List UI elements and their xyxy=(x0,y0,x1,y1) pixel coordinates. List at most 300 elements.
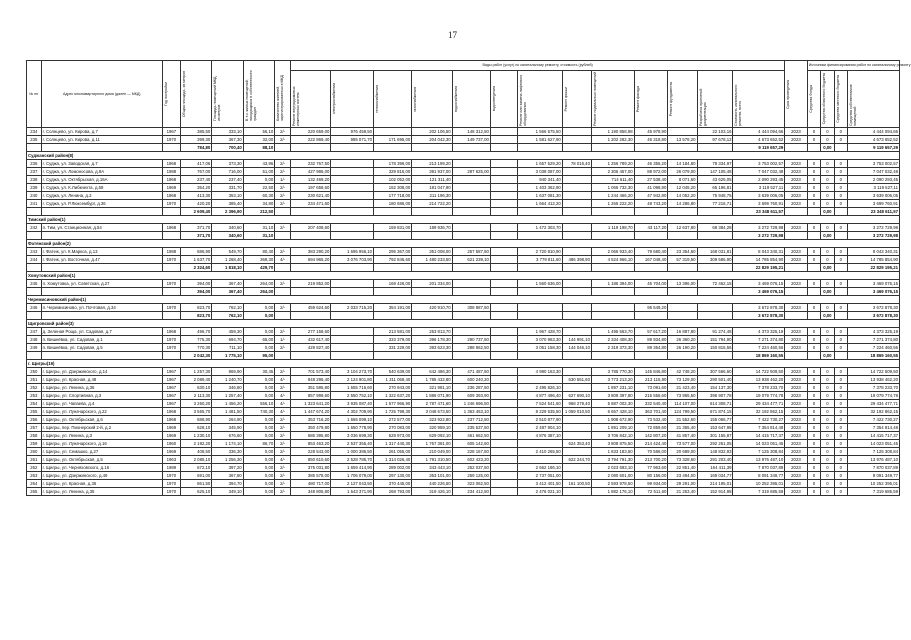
table-cell xyxy=(697,232,733,240)
table-cell xyxy=(490,432,517,440)
table-cell: 861,50 xyxy=(180,480,211,488)
table-cell xyxy=(412,288,452,296)
table-cell: 1967 xyxy=(162,400,180,408)
table-cell: 14 023 051,45 xyxy=(848,440,900,448)
table-cell: 1 967 428,70 xyxy=(517,328,562,336)
table-cell: 0 xyxy=(834,168,847,176)
table-cell xyxy=(162,264,180,272)
table-cell: 2/- xyxy=(275,424,291,432)
table-cell: 171 695,00 xyxy=(374,136,412,144)
table-cell xyxy=(490,256,517,264)
table-cell xyxy=(490,136,517,144)
table-cell: 385 578,00 xyxy=(290,472,330,480)
table-cell: 18 869 160,55 xyxy=(848,352,900,360)
table-cell: 3 794 791,30 xyxy=(591,456,634,464)
table-cell: 440 226,50 xyxy=(412,480,452,488)
table-cell: 2/- xyxy=(275,248,291,256)
table-cell: 2/- xyxy=(275,184,291,192)
header-group-financing: Источники финансирования работ по капитальному ремонту xyxy=(807,61,899,71)
table-cell: 237,40 xyxy=(212,176,243,184)
table-cell: 1970 xyxy=(162,480,180,488)
table-cell: 1 566 575,50 xyxy=(517,128,562,136)
table-cell: 14 415 717,37 xyxy=(733,432,785,440)
table-cell: 331 229,00 xyxy=(374,344,412,352)
table-cell xyxy=(490,392,517,400)
table-cell: 1 256,30 xyxy=(212,456,243,464)
table-cell: 168 031,81 xyxy=(697,248,733,256)
header-address: Адрес многоквартирного дома (далее — МКД) xyxy=(41,61,162,128)
table-cell: 1 882 176,10 xyxy=(591,488,634,496)
table-cell: 252 xyxy=(27,384,42,392)
address-cell: г. Суджа, ул. Р.Люксембург, д.36 xyxy=(41,200,162,208)
address-cell xyxy=(41,208,162,216)
table-cell: 354,20 xyxy=(180,184,211,192)
table-cell xyxy=(290,312,330,320)
table-cell xyxy=(697,288,733,296)
table-row xyxy=(27,344,900,352)
table-row xyxy=(27,440,900,448)
table-cell: 4/- xyxy=(275,408,291,416)
table-cell: 2 033 715,20 xyxy=(331,304,374,312)
table-cell: 169 034,77 xyxy=(697,472,733,480)
table-cell: 429 827,40 xyxy=(290,344,330,352)
table-cell: 22 103,16 xyxy=(697,128,733,136)
table-cell: 0 xyxy=(834,392,847,400)
table-cell: 260 xyxy=(27,448,42,456)
table-cell: 1 637,70 xyxy=(180,256,211,264)
table-cell xyxy=(374,352,412,360)
table-cell: 0 xyxy=(834,400,847,408)
table-cell: 65 196,81 xyxy=(697,184,733,192)
table-cell: 164 411,39 xyxy=(697,464,733,472)
table-cell: 12 637,80 xyxy=(668,224,697,232)
table-row xyxy=(27,160,900,168)
table-cell: 0 xyxy=(834,440,847,448)
table-cell: 97 678,12 xyxy=(697,136,733,144)
table-cell: 0 xyxy=(834,176,847,184)
table-cell: 1970 xyxy=(162,472,180,480)
table-cell: 0 xyxy=(821,280,834,288)
table-cell: 8 043 340,31 xyxy=(848,248,900,256)
table-cell: 57 319,50 xyxy=(668,256,697,264)
table-cell: 686 395,80 xyxy=(290,432,330,440)
table-cell: 2/- xyxy=(275,416,291,424)
table-cell: 609 393,90 xyxy=(452,392,490,400)
table-cell: 4 373 325,19 xyxy=(733,328,785,336)
table-cell: 823,70 xyxy=(180,304,211,312)
address-cell: г. Фатеж, ул. Восточная, д.47 xyxy=(41,256,162,264)
table-cell: 2 720 810,90 xyxy=(517,248,562,256)
table-cell: 132 469,20 xyxy=(290,176,330,184)
table-cell: 2 609,40 xyxy=(180,208,211,216)
table-cell: 2 085,10 xyxy=(180,456,211,464)
table-cell: 207 408,60 xyxy=(290,224,330,232)
table-cell: 7 224 460,56 xyxy=(733,344,785,352)
table-cell: 1970 xyxy=(162,488,180,496)
table-cell: 1 202 292,30 xyxy=(591,136,634,144)
table-cell: 486 398,90 xyxy=(562,256,591,264)
table-cell: 3 639 006,05 xyxy=(733,192,785,200)
table-cell: 23 494,00 xyxy=(668,472,697,480)
address-cell: г. Щигры, ул. Красная, д.36 xyxy=(41,480,162,488)
table-cell: 307 566,60 xyxy=(697,368,733,376)
table-cell: 0 xyxy=(807,440,820,448)
table-cell: 0,00 xyxy=(243,472,274,480)
address-cell: п. Тим, ул. Станционная, д.54 xyxy=(41,224,162,232)
table-cell: 0,00 xyxy=(243,376,274,384)
address-cell: г. Щигры, ул. Дзержинского, д.49 xyxy=(41,472,162,480)
table-cell: 47 942,80 xyxy=(634,192,668,200)
table-cell: 0 xyxy=(834,368,847,376)
address-cell: г. Щигры, ул. Ленина, д.36 xyxy=(41,384,162,392)
table-cell: 32,00 xyxy=(243,136,274,144)
table-cell xyxy=(331,328,374,336)
table-cell xyxy=(517,304,562,312)
header-w12: Разработка проектной документации xyxy=(698,88,707,126)
table-cell: 394,00 xyxy=(180,288,211,296)
table-cell: 7 870 037,89 xyxy=(733,464,785,472)
table-cell xyxy=(562,312,591,320)
table-cell: 215 556,60 xyxy=(634,392,668,400)
table-cell: 1 481,50 xyxy=(212,408,243,416)
table-cell: 1970 xyxy=(162,136,180,144)
table-cell: 528 973,00 xyxy=(374,432,412,440)
table-cell: 3 036 699,30 xyxy=(331,432,374,440)
table-cell xyxy=(562,432,591,440)
table-cell: 1/- xyxy=(275,336,291,344)
table-cell: 10 252 395,01 xyxy=(848,480,900,488)
table-cell: 3 672 878,30 xyxy=(848,312,900,320)
table-cell: 0 xyxy=(807,192,820,200)
table-cell: 4 980 163,30 xyxy=(517,368,562,376)
table-cell: 1 000 386,50 xyxy=(331,448,374,456)
table-cell: 1 577 966,90 xyxy=(374,400,412,408)
table-cell: 1 265 222,20 xyxy=(591,200,634,208)
table-cell: 22 829 195,21 xyxy=(733,264,785,272)
table-cell: 1 066 732,30 xyxy=(591,184,634,192)
table-cell: 4 302 709,90 xyxy=(331,408,374,416)
table-cell: 241 xyxy=(27,200,42,208)
table-cell xyxy=(452,160,490,168)
table-cell: 210 049,00 xyxy=(412,448,452,456)
table-cell: 627 690,10 xyxy=(562,392,591,400)
table-cell: 345,90 xyxy=(212,424,243,432)
table-cell xyxy=(834,208,847,216)
table-cell xyxy=(275,264,291,272)
table-cell: 823,70 xyxy=(180,312,211,320)
table-cell xyxy=(668,352,697,360)
table-cell: 850 610,60 xyxy=(290,456,330,464)
table-cell: 2 127 043,50 xyxy=(331,480,374,488)
table-cell: 3 104 273,70 xyxy=(331,368,374,376)
table-cell: 48 743,20 xyxy=(634,200,668,208)
table-cell: 248 xyxy=(27,336,42,344)
table-cell xyxy=(591,288,634,296)
table-row xyxy=(27,304,900,312)
table-cell: 4 673 652,52 xyxy=(733,136,785,144)
table-cell: 1970 xyxy=(162,336,180,344)
table-cell: 145 846,80 xyxy=(634,368,668,376)
table-cell: 2023 xyxy=(785,472,807,480)
table-cell: 2 124 901,80 xyxy=(331,376,374,384)
table-cell: 0 xyxy=(821,304,834,312)
table-cell: 0 xyxy=(834,448,847,456)
table-cell: 14 023 051,45 xyxy=(733,440,785,448)
table-cell: 0 xyxy=(834,344,847,352)
table-cell: 167 048,40 xyxy=(634,256,668,264)
table-cell: 2 487 904,10 xyxy=(517,424,562,432)
table-row xyxy=(27,448,900,456)
table-cell xyxy=(27,264,42,272)
table-cell xyxy=(834,264,847,272)
table-cell: 45 978,90 xyxy=(634,128,668,136)
table-cell: 222 869,40 xyxy=(290,136,330,144)
table-cell xyxy=(807,232,820,240)
table-cell: 1 695 956,10 xyxy=(331,248,374,256)
table-cell: 0,00 xyxy=(243,416,274,424)
address-cell: г. Щигры, ул. Луначарского, д.22 xyxy=(41,408,162,416)
address-cell: г. Щигры, ул. Красная, д.48 xyxy=(41,376,162,384)
header-w11: Ремонт фундамента xyxy=(669,81,674,117)
table-cell: 420,20 xyxy=(180,200,211,208)
table-cell: 3 699 760,91 xyxy=(733,200,785,208)
table-cell: 408,50 xyxy=(180,448,211,456)
table-cell xyxy=(591,232,634,240)
table-cell: 1960 xyxy=(162,440,180,448)
table-cell: 602 423,20 xyxy=(452,456,490,464)
table-cell: 1 785 432,80 xyxy=(412,376,452,384)
table-cell xyxy=(697,208,733,216)
address-cell: г. Щигры, ул. Ленина, д.3 xyxy=(41,432,162,440)
table-cell: 3 076 703,90 xyxy=(331,256,374,264)
table-cell: 2 593 978,50 xyxy=(591,480,634,488)
table-cell: 1 706 079,00 xyxy=(331,472,374,480)
table-cell: 0 xyxy=(834,416,847,424)
table-cell: 22 851,40 xyxy=(668,464,697,472)
table-cell: 770,30 xyxy=(180,344,211,352)
table-cell: 1 246 696,50 xyxy=(452,400,490,408)
table-cell xyxy=(562,368,591,376)
table-cell: 75 948,75 xyxy=(697,192,733,200)
table-row xyxy=(27,472,900,480)
table-cell: 79 680,40 xyxy=(634,248,668,256)
table-cell: 353 101,00 xyxy=(412,472,452,480)
header-no: № пп xyxy=(27,61,42,128)
table-row xyxy=(27,424,900,432)
table-cell: 159 831,00 xyxy=(374,224,412,232)
table-cell: 295 367,00 xyxy=(374,248,412,256)
table-cell xyxy=(490,480,517,488)
table-cell: 0,00 xyxy=(821,232,834,240)
table-cell: 0 xyxy=(807,176,820,184)
table-cell: 3 469 076,15 xyxy=(848,280,900,288)
table-cell xyxy=(834,352,847,360)
table-cell xyxy=(490,488,517,496)
table-cell xyxy=(562,144,591,152)
table-cell: 237 xyxy=(27,168,42,176)
table-cell: 2/- xyxy=(275,224,291,232)
table-cell: 20 689,00 xyxy=(668,448,697,456)
table-cell xyxy=(331,200,374,208)
table-cell xyxy=(452,184,490,192)
header-group-works: Виды работ (услуг) по капитальному ремонту, стоимость (рублей) xyxy=(290,61,784,71)
table-cell xyxy=(562,184,591,192)
table-cell: 301 155,87 xyxy=(697,432,733,440)
table-cell: 0 xyxy=(834,472,847,480)
section-row xyxy=(27,296,900,304)
table-cell: 249 xyxy=(27,344,42,352)
table-cell: 0 xyxy=(821,432,834,440)
table-cell: 29 291,00 xyxy=(668,480,697,488)
table-cell: 940 341,40 xyxy=(517,176,562,184)
table-cell: 605 142,60 xyxy=(452,440,490,448)
table-cell xyxy=(490,400,517,408)
address-cell xyxy=(41,264,162,272)
table-cell xyxy=(162,208,180,216)
table-cell: 7 125 308,84 xyxy=(733,448,785,456)
table-cell: 0 xyxy=(807,448,820,456)
table-cell xyxy=(807,264,820,272)
table-row xyxy=(27,176,900,184)
table-cell: 1968 xyxy=(162,224,180,232)
table-cell: 270 943,00 xyxy=(374,384,412,392)
table-cell: 3 785 770,30 xyxy=(591,368,634,376)
table-cell: 155 066,77 xyxy=(697,416,733,424)
table-cell xyxy=(562,264,591,272)
table-cell: 0 xyxy=(821,136,834,144)
table-cell: 367,30 xyxy=(212,136,243,144)
table-cell xyxy=(412,208,452,216)
table-cell: 0 xyxy=(834,328,847,336)
table-cell: 268 793,00 xyxy=(374,488,412,496)
table-cell: 2 737 051,00 xyxy=(517,472,562,480)
table-cell: 3 779 811,60 xyxy=(517,256,562,264)
table-cell xyxy=(785,232,807,240)
table-cell: 213 115,80 xyxy=(634,376,668,384)
table-cell xyxy=(562,416,591,424)
table-cell: 624 353,40 xyxy=(562,440,591,448)
table-cell: 1 322 637,20 xyxy=(374,392,412,400)
table-cell: 13 976 487,10 xyxy=(848,456,900,464)
table-cell: 459,30 xyxy=(212,328,243,336)
address-cell: г. Щигры, пер. Пионерский 2-й, д.2 xyxy=(41,424,162,432)
table-cell xyxy=(452,264,490,272)
table-row xyxy=(27,256,900,264)
table-cell: 2023 xyxy=(785,384,807,392)
table-cell: 0 xyxy=(807,472,820,480)
table-cell: 26 360,20 xyxy=(668,336,697,344)
table-cell: 2 324,60 xyxy=(180,264,211,272)
table-cell xyxy=(452,224,490,232)
table-cell: 180 686,00 xyxy=(374,200,412,208)
table-cell: 0 xyxy=(807,168,820,176)
table-cell: 540 639,00 xyxy=(374,368,412,376)
table-cell: 2 192,20 xyxy=(180,440,211,448)
table-cell: 0 xyxy=(807,384,820,392)
table-cell: 236 xyxy=(27,160,42,168)
table-cell: 234 471,60 xyxy=(290,200,330,208)
table-cell: 220 659,00 xyxy=(290,128,330,136)
table-cell: 292 261,05 xyxy=(697,440,733,448)
table-cell: 0 xyxy=(807,408,820,416)
table-cell: 0,00 xyxy=(821,208,834,216)
table-cell: 1 447 674,20 xyxy=(290,408,330,416)
table-cell xyxy=(562,232,591,240)
table-cell xyxy=(331,160,374,168)
table-cell xyxy=(668,144,697,152)
table-cell xyxy=(290,144,330,152)
table-cell: 42 748,20 xyxy=(668,368,697,376)
table-cell: 2023 xyxy=(785,432,807,440)
table-cell xyxy=(162,288,180,296)
table-cell: 0 xyxy=(807,400,820,408)
table-cell xyxy=(807,352,820,360)
table-cell: 0,00 xyxy=(821,288,834,296)
table-cell: 353,10 xyxy=(212,192,243,200)
table-cell: 251 xyxy=(27,376,42,384)
table-cell: 0 xyxy=(821,328,834,336)
header-w10: Ремонт фасада xyxy=(635,85,640,113)
table-cell: 2 528 785,70 xyxy=(331,456,374,464)
table-cell: 161 100,50 xyxy=(562,480,591,488)
table-row xyxy=(27,392,900,400)
subtotal-row xyxy=(27,312,900,320)
table-cell: 73 129,00 xyxy=(668,376,697,384)
table-cell: 0 xyxy=(834,336,847,344)
table-cell: 291 203,40 xyxy=(697,456,733,464)
table-cell: 78 016,40 xyxy=(562,160,591,168)
table-cell: 471 487,50 xyxy=(452,368,490,376)
address-cell: г. Щигры, ул. Семашко, д.27 xyxy=(41,448,162,456)
table-cell: 0 xyxy=(834,192,847,200)
table-cell: 95,00 xyxy=(243,352,274,360)
table-cell xyxy=(490,288,517,296)
table-cell: 142 807,20 xyxy=(634,432,668,440)
table-cell: 2 090 293,45 xyxy=(848,176,900,184)
table-cell: 762,10 xyxy=(212,312,243,320)
table-cell: 1969 xyxy=(162,184,180,192)
table-cell: 0 xyxy=(807,432,820,440)
table-cell xyxy=(331,280,374,288)
table-cell: 309 586,90 xyxy=(697,256,733,264)
table-cell: 91 274,48 xyxy=(697,328,733,336)
table-cell: 370 445,00 xyxy=(374,480,412,488)
table-cell: 2023 xyxy=(785,480,807,488)
table-cell: 2 319 373,30 xyxy=(591,344,634,352)
table-cell: 413,30 xyxy=(180,192,211,200)
table-cell xyxy=(834,232,847,240)
table-cell xyxy=(331,264,374,272)
table-cell xyxy=(562,208,591,216)
table-cell: 2023 xyxy=(785,440,807,448)
address-cell: г. Щигры, ул. Спортивная, д.3 xyxy=(41,392,162,400)
table-cell: 621 239,10 xyxy=(452,256,490,264)
table-cell: 1 550 778,90 xyxy=(331,424,374,432)
table-cell xyxy=(591,352,634,360)
table-row xyxy=(27,488,900,496)
table-cell xyxy=(27,232,42,240)
table-cell: 14 415 717,37 xyxy=(848,432,900,440)
table-cell: 1967 xyxy=(162,376,180,384)
table-cell: 480 717,00 xyxy=(290,480,330,488)
table-cell: 2 537 355,40 xyxy=(331,440,374,448)
table-cell: 0 xyxy=(807,392,820,400)
table-cell xyxy=(668,208,697,216)
table-cell: 16 887,80 xyxy=(668,328,697,336)
table-cell: 21 423,40 xyxy=(668,384,697,392)
table-cell: 0 xyxy=(834,304,847,312)
address-cell: п. Черемисиново, ул. Почтовая, д.34 xyxy=(41,304,162,312)
